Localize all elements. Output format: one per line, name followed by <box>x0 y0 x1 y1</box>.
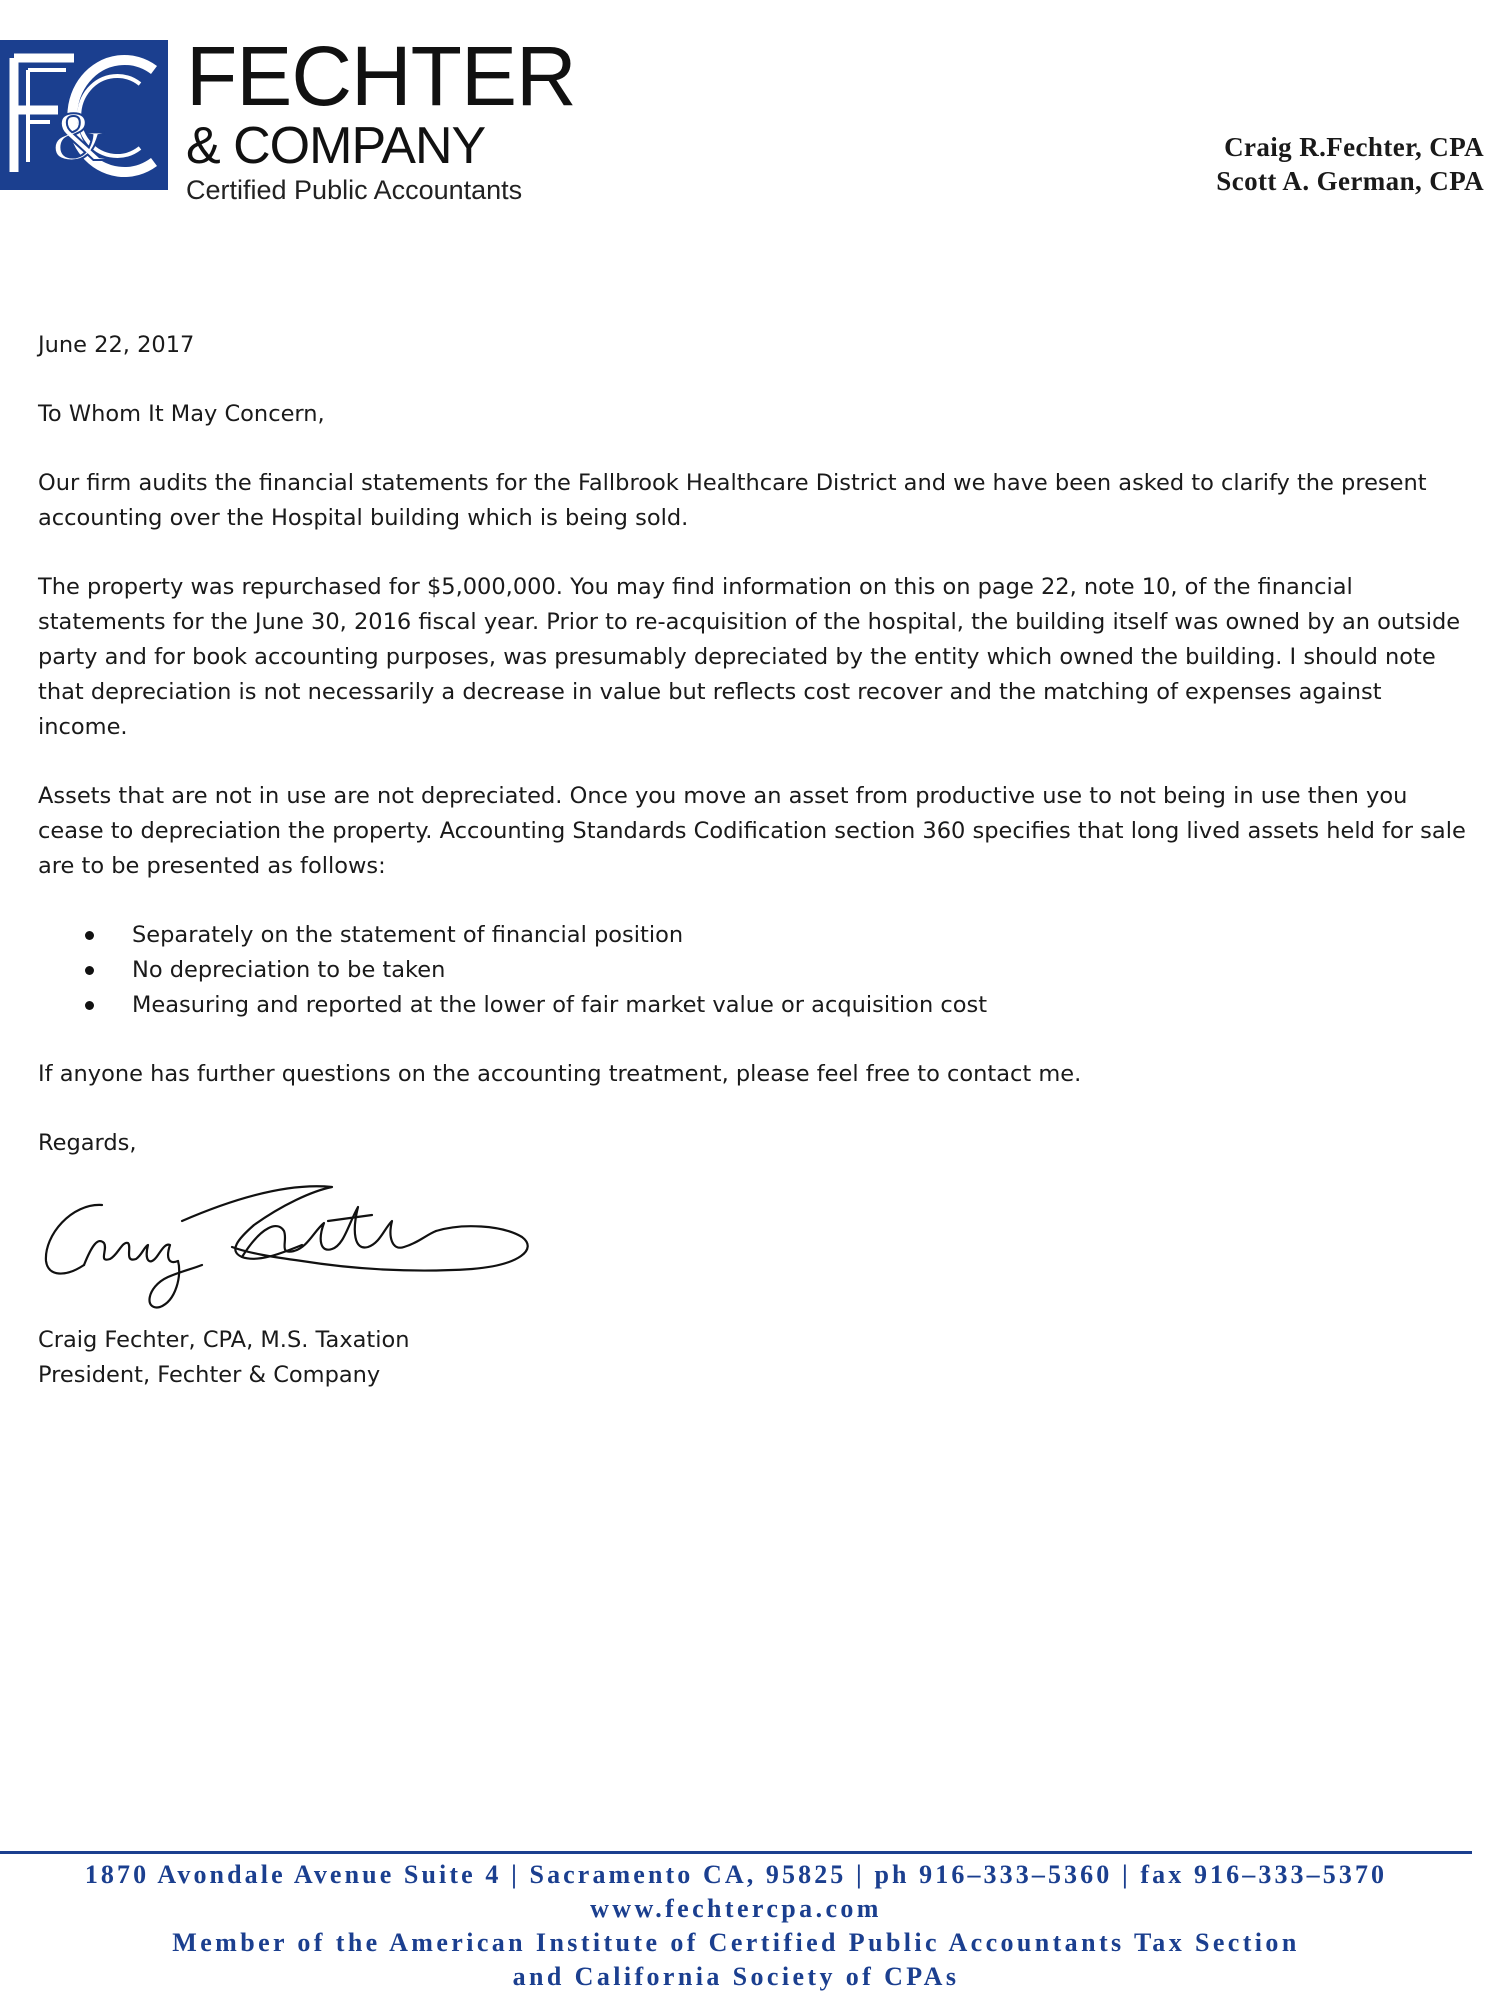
letter-date: June 22, 2017 <box>38 332 195 358</box>
bullet-list <box>38 918 1478 1023</box>
paragraph-contact: If anyone has further questions on the accounting treatment, please feel free to contact me. <box>38 1061 1082 1087</box>
footer-membership: Member of the American Institute of Certified Public Accountants Tax Section <box>172 1928 1300 1957</box>
bullet-item <box>38 918 1478 953</box>
letterhead-footer <box>0 1858 1472 1994</box>
handwritten-signature <box>32 1165 552 1315</box>
letter-body <box>38 328 1478 1393</box>
firm-name-line1: FECHTER <box>186 29 576 123</box>
bullet-item <box>38 953 1478 988</box>
closing: Regards, <box>38 1130 137 1156</box>
paragraph-assets: Assets that are not in use are not depreciated. Once you move an asset from productive use to not being in use then you cease to depreciation the property. Accounting Standards Codification section 360 specifies that long lived assets held for sale are to be presented as follows: <box>38 783 1466 879</box>
partner-list <box>1216 130 1484 198</box>
footer-divider <box>0 1851 1472 1854</box>
firm-name-line2: & COMPANY <box>186 117 486 175</box>
bullet-text: Measuring and reported at the lower of fair market value or acquisition cost <box>132 992 988 1018</box>
footer-membership-2: and California Society of CPAs <box>512 1962 960 1991</box>
svg-text:&: & <box>52 99 107 176</box>
bullet-icon <box>85 1001 94 1010</box>
signer-name: Craig Fechter, CPA, M.S. Taxation <box>38 1327 410 1353</box>
paragraph-property: The property was repurchased for $5,000,000. You may find information on this on page 22, note 10, of the financial statements for the June 30, 2016 fiscal year. Prior to re-acquisition of the hospital, the building itself was owned by an outside party and for book accounting purposes, was presumably depreciated by the entity which owned the building. I should note that depreciation is not necessarily a decrease in value but reflects cost recover and the matching of expenses against income. <box>38 574 1461 740</box>
firm-name <box>186 29 576 206</box>
bullet-item <box>38 988 1478 1023</box>
partner-name: Craig R.Fechter, CPA <box>1224 132 1484 162</box>
bullet-icon <box>85 966 94 975</box>
partner-name: Scott A. German, CPA <box>1216 166 1484 196</box>
footer-address: 1870 Avondale Avenue Suite 4 | Sacramento CA, 95825 | ph 916–333–5360 | fax 916–333–5370 <box>84 1860 1388 1889</box>
bullet-icon <box>85 931 94 940</box>
fc-monogram-logo <box>0 40 168 190</box>
firm-tagline: Certified Public Accountants <box>186 175 523 205</box>
paragraph-intro: Our firm audits the financial statements for the Fallbrook Healthcare District and we have been asked to clarify the present accounting over the Hospital building which is being sold. <box>38 470 1427 531</box>
firm-logo <box>0 40 168 190</box>
footer-website: www.fechtercpa.com <box>590 1894 882 1923</box>
salutation: To Whom It May Concern, <box>38 401 325 427</box>
signer-title: President, Fechter & Company <box>38 1362 381 1388</box>
bullet-text: Separately on the statement of financial position <box>132 922 684 948</box>
bullet-text: No depreciation to be taken <box>132 957 446 983</box>
